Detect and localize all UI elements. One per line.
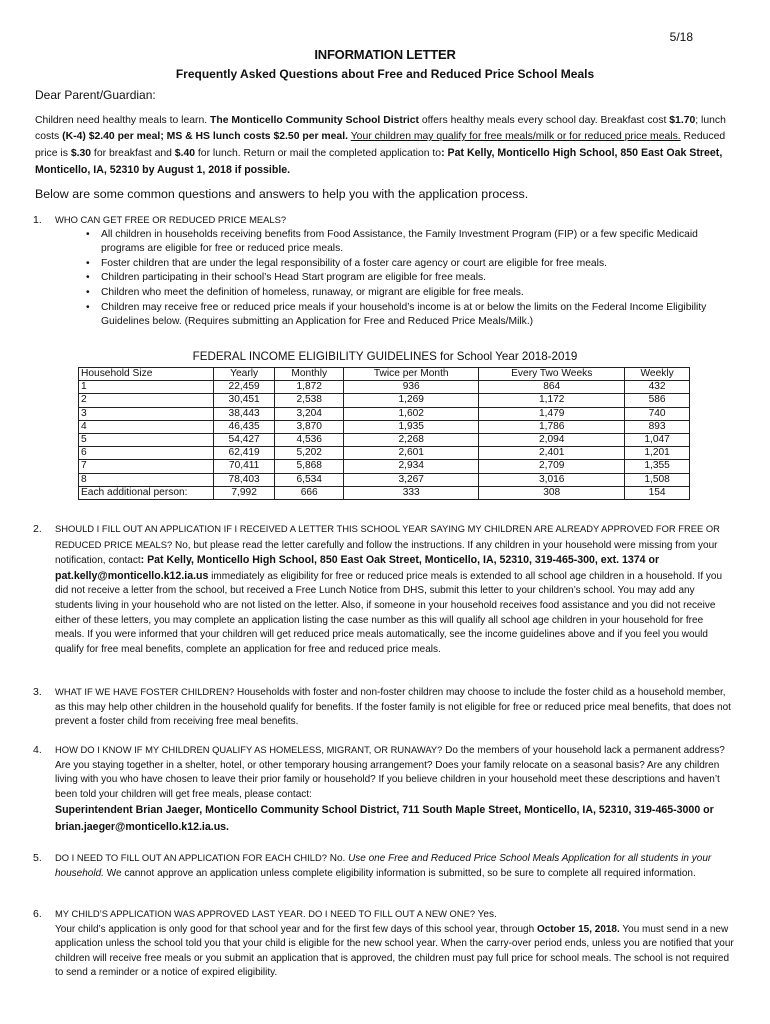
bullet-icon: • <box>86 257 90 269</box>
table-row <box>79 447 690 460</box>
household-size-cell: 5 <box>79 434 214 447</box>
income-cell: 70,411 <box>214 460 275 473</box>
income-cell: 1,872 <box>275 381 344 394</box>
income-cell: 62,419 <box>214 447 275 460</box>
intro-text: Reduced price is <box>35 131 726 159</box>
list-item-text: Children who meet the definition of homeless, runaway, or migrant are eligible for free meals. <box>101 286 524 298</box>
bullet-icon: • <box>86 272 90 284</box>
income-cell: 1,201 <box>625 447 690 460</box>
income-cell: 666 <box>275 486 344 499</box>
income-cell: 432 <box>625 381 690 394</box>
income-cell: 3,016 <box>479 473 625 486</box>
column-header: Monthly <box>275 368 344 381</box>
column-header: Yearly <box>214 368 275 381</box>
income-cell: 1,602 <box>344 407 479 420</box>
income-cell: 2,094 <box>479 434 625 447</box>
answer-text: We cannot approve an application unless complete eligibility information is submitted, so be sure to complete all required information. <box>103 867 696 879</box>
table-row <box>79 473 690 486</box>
list-item <box>86 286 735 301</box>
intro-text: offers healthy meals every school day. Breakfast cost <box>419 115 670 126</box>
income-cell: 2,401 <box>479 447 625 460</box>
income-cell: 586 <box>625 394 690 407</box>
question-number: 1. <box>33 214 42 226</box>
income-guidelines-table <box>78 367 690 500</box>
income-cell: 154 <box>625 486 690 499</box>
table-row <box>79 420 690 433</box>
list-item <box>86 271 735 286</box>
income-cell: 1,508 <box>625 473 690 486</box>
question-number: 2. <box>33 523 42 535</box>
household-size-cell: 3 <box>79 407 214 420</box>
answer-text: Your child’s application is only good for that school year and for the first few days of this school year, through <box>55 923 537 935</box>
letter-date: 5/18 <box>669 30 693 44</box>
question-number: 6. <box>33 908 42 920</box>
question-number: 4. <box>33 744 42 756</box>
question-2 <box>33 522 735 657</box>
column-header: Weekly <box>625 368 690 381</box>
answer-text: No. <box>326 853 349 864</box>
answer-emphasis: Use one Free and Reduced Price School Meals Application for all students in your household. <box>55 853 712 879</box>
question-4 <box>33 743 735 836</box>
household-size-cell: 6 <box>79 447 214 460</box>
renewal-deadline: October 15, 2018. <box>536 923 620 935</box>
income-cell: 740 <box>625 407 690 420</box>
intro-text: ; lunch costs <box>35 115 726 142</box>
breakfast-cost: $1.70 <box>669 115 696 126</box>
income-cell: 54,427 <box>214 434 275 447</box>
income-cell: 1,047 <box>625 434 690 447</box>
qualify-note: Your children may qualify for free meals/milk or for reduced price meals. <box>350 131 681 142</box>
answer-text: You must send in a new application unless the school told you that your child is eligible for the new school year. When the carry-over period ends, unless you are notified that your children will receive free meals or you submit an application that is approved, the children must pay full price for school meals. The school is not required to send a reminder or a notice of expired eligibility. <box>55 923 734 979</box>
income-cell: 1,269 <box>344 394 479 407</box>
process-intro: Below are some common questions and answers to help you with the application process. <box>35 187 529 201</box>
table-row <box>79 434 690 447</box>
income-cell: 1,172 <box>479 394 625 407</box>
question-heading: WHO CAN GET FREE OR REDUCED PRICE MEALS? <box>55 214 287 225</box>
household-size-cell: 2 <box>79 394 214 407</box>
intro-text: for breakfast and <box>91 148 175 159</box>
income-cell: 936 <box>344 381 479 394</box>
list-item <box>86 301 735 330</box>
table-row <box>79 486 690 499</box>
income-cell: 3,267 <box>344 473 479 486</box>
income-cell: 864 <box>479 381 625 394</box>
district-name: The Monticello Community School District <box>210 115 419 126</box>
question-number: 5. <box>33 852 42 864</box>
contact-info: : Pat Kelly, Monticello High School, 850 East Oak Street, Monticello, IA, 52310, 319-465-300, ext. 1374 or pat.kelly@monticello.k12.ia.us <box>55 554 660 582</box>
household-size-cell: Each additional person: <box>79 486 214 499</box>
household-size-cell: 7 <box>79 460 214 473</box>
income-cell: 22,459 <box>214 381 275 394</box>
income-cell: 333 <box>344 486 479 499</box>
contact-info: Superintendent Brian Jaeger, Monticello Community School District, 711 South Maple Street, Monticello, IA, 52310, 319-465-3000 or brian.jaeger@monticello.k12.ia.us. <box>55 804 714 834</box>
list-item-text: Foster children that are under the legal responsibility of a foster care agency or court are eligible for free meals. <box>101 257 607 269</box>
income-cell: 46,435 <box>214 420 275 433</box>
income-cell: 6,534 <box>275 473 344 486</box>
reduced-lunch-price: $.40 <box>174 148 196 159</box>
list-item-text: Children may receive free or reduced price meals if your household’s income is at or below the limits on the Federal Income Eligibility Guidelines below. (Requires submitting an Application for Free and Reduced Price Meals/Milk.) <box>101 301 707 328</box>
income-cell: 30,451 <box>214 394 275 407</box>
list-item-text: All children in households receiving benefits from Food Assistance, the Family Investment Program (FIP) or a few specific Medicaid programs are eligible for free or reduced price meals. <box>101 228 698 255</box>
answer-text: Yes. <box>475 909 497 920</box>
question-6 <box>33 907 735 981</box>
table-body <box>79 381 690 500</box>
income-cell: 38,443 <box>214 407 275 420</box>
lunch-costs: (K-4) $2.40 per meal; MS & HS lunch costs $2.50 per meal. <box>62 131 348 142</box>
income-cell: 2,268 <box>344 434 479 447</box>
income-cell: 5,868 <box>275 460 344 473</box>
table-row <box>79 460 690 473</box>
income-cell: 1,786 <box>479 420 625 433</box>
answer-text: immediately as eligibility for free or reduced price meals is extended to all school age children in a household. If you did not receive a letter from the school, but received a Free Lunch Notice from DHS, submit this letter to your children’s school. You may add any students living in your household who are not listed on the letter. Also, if someone in your household receives food assistance and you did not receive either of these letters, you may complete an application listing the case number as this will qualify all school age children in your household for free meals. If you were informed that your children will get reduced price meals automatically, see the income guidelines above and if you feel you would qualify for free meal benefits, complete an application for free and reduced price meals. <box>55 570 723 655</box>
income-cell: 2,601 <box>344 447 479 460</box>
intro-text: Children need healthy meals to learn. <box>35 115 211 126</box>
column-header: Twice per Month <box>344 368 479 381</box>
income-cell: 4,536 <box>275 434 344 447</box>
question-heading: DO I NEED TO FILL OUT AN APPLICATION FOR EACH CHILD? <box>55 852 327 863</box>
bullet-icon: • <box>86 286 90 298</box>
answer-text: Do the members of your household lack a permanent address? Are you staying together in a shelter, hotel, or other temporary housing arrangement? Does your family relocate on a seasonal basis? Are any children living with you who have chosen to leave their prior family or household? If you believe children in your household meet these descriptions and haven’t been told your children will get free meals, please contact: <box>55 745 725 800</box>
table-row <box>79 381 690 394</box>
table-row <box>79 407 690 420</box>
question-number: 3. <box>33 686 42 698</box>
question-5 <box>33 851 735 881</box>
question-heading: SHOULD I FILL OUT AN APPLICATION IF I RECEIVED A LETTER THIS SCHOOL YEAR SAYING MY CHILDREN ARE ALREADY APPROVED FOR FREE OR REDUCED PRICE MEALS? <box>55 523 720 550</box>
question-heading: WHAT IF WE HAVE FOSTER CHILDREN? <box>55 686 235 697</box>
income-cell: 1,935 <box>344 420 479 433</box>
reduced-breakfast-price: $.30 <box>70 148 92 159</box>
income-cell: 1,479 <box>479 407 625 420</box>
income-cell: 7,992 <box>214 486 275 499</box>
income-cell: 1,355 <box>625 460 690 473</box>
question-heading: MY CHILD’S APPLICATION WAS APPROVED LAST YEAR. DO I NEED TO FILL OUT A NEW ONE? <box>55 908 476 919</box>
intro-text: for lunch. Return or mail the completed application to <box>195 148 442 159</box>
letter-subtitle: Frequently Asked Questions about Free and Reduced Price School Meals <box>175 67 595 81</box>
eligibility-list <box>55 228 735 330</box>
table-row <box>79 394 690 407</box>
table-header-row <box>79 368 690 381</box>
income-cell: 3,870 <box>275 420 344 433</box>
question-1 <box>33 213 735 330</box>
intro-paragraph <box>35 113 735 179</box>
income-cell: 2,934 <box>344 460 479 473</box>
question-3 <box>33 685 735 730</box>
list-item-text: Children participating in their school’s Head Start program are eligible for free meals. <box>101 272 486 284</box>
income-cell: 3,204 <box>275 407 344 420</box>
bullet-icon: • <box>86 228 90 240</box>
income-cell: 2,538 <box>275 394 344 407</box>
letter-title: INFORMATION LETTER <box>314 47 456 62</box>
question-heading: HOW DO I KNOW IF MY CHILDREN QUALIFY AS HOMELESS, MIGRANT, OR RUNAWAY? <box>55 744 443 755</box>
guidelines-title: FEDERAL INCOME ELIGIBILITY GUIDELINES for School Year 2018-2019 <box>192 350 578 363</box>
income-cell: 308 <box>479 486 625 499</box>
household-size-cell: 4 <box>79 420 214 433</box>
salutation: Dear Parent/Guardian: <box>35 88 156 102</box>
income-cell: 5,202 <box>275 447 344 460</box>
income-cell: 78,403 <box>214 473 275 486</box>
bullet-icon: • <box>86 301 90 313</box>
list-item <box>86 228 735 257</box>
income-cell: 893 <box>625 420 690 433</box>
return-address: : Pat Kelly, Monticello High School, 850 East Oak Street, Monticello, IA, 52310 by August 1, 2018 if possible. <box>35 147 723 176</box>
household-size-cell: 8 <box>79 473 214 486</box>
column-header: Every Two Weeks <box>479 368 625 381</box>
household-size-cell: 1 <box>79 381 214 394</box>
income-cell: 2,709 <box>479 460 625 473</box>
list-item <box>86 257 735 272</box>
answer-text: Households with foster and non-foster children may choose to include the foster child as a household member, as this may help other children in the household qualify for benefits. If the foster family is not eligible for free or reduced price meal benefits, that does not prevent a foster child from receiving free meal benefits. <box>55 687 731 728</box>
column-header: Household Size <box>79 368 214 381</box>
answer-text: No, but please read the letter carefully and follow the instructions. If any children in your household were missing from your notification, contact <box>55 539 718 567</box>
